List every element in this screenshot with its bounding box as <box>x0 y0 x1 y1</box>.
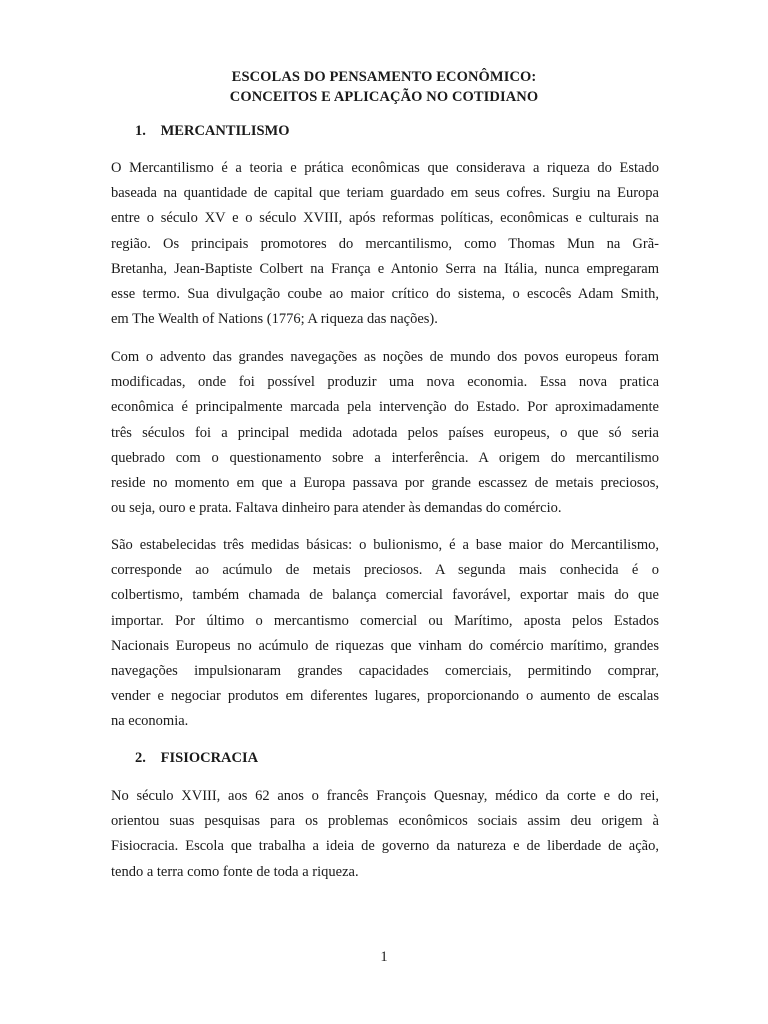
paragraph-mercantilismo-medidas <box>111 533 659 735</box>
section-number: 1. <box>135 123 146 139</box>
paragraph-line: Bretanha, Jean-Baptiste Colbert na França e Antonio Serra na Itália, nunca empregaram <box>111 260 659 277</box>
section-heading-fisiocracia <box>135 748 258 768</box>
paragraph-line: econômica é principalmente marcada pela intervenção do Estado. Por aproximadamente <box>111 399 659 416</box>
document-title <box>0 67 768 107</box>
section-title: MERCANTILISMO <box>160 123 290 139</box>
paragraph-line: entre o século XV e o século XVIII, após reformas políticas, econômicas e culturais na <box>111 210 659 227</box>
section-title: FISIOCRACIA <box>160 750 259 766</box>
paragraph-line: orientou suas pesquisas para os problemas econômicos sociais assim deu origem à <box>111 813 659 830</box>
paragraph-line: O Mercantilismo é a teoria e prática econômicas que considerava a riqueza do Estado <box>111 160 659 176</box>
paragraph-line: vender e negociar produtos em diferentes lugares, proporcionando o aumento de escalas <box>111 688 659 705</box>
paragraph-line: Nacionais Europeus no acúmulo de riquezas que vinham do comércio marítimo, grandes <box>111 637 659 654</box>
paragraph-line: quebrado com o questionamento sobre a interferência. A origem do mercantilismo <box>111 449 659 466</box>
paragraph-line: na economia. <box>111 713 189 730</box>
paragraph-line: em The Wealth of Nations (1776; A riqueza das nações). <box>111 311 438 328</box>
section-number: 2. <box>135 750 146 766</box>
paragraph-line: três séculos foi a principal medida adotada pelos países europeus, o que só seria <box>111 424 659 441</box>
paragraph-line: colbertismo, também chamada de balança comercial favorável, exportar mais do que <box>111 587 659 604</box>
paragraph-line: região. Os principais promotores do mercantilismo, como Thomas Mun na Grã- <box>111 235 659 252</box>
paragraph-mercantilismo-definition <box>111 156 659 332</box>
paragraph-line: importar. Por último o mercantismo comercial ou Marítimo, aposta pelos Estados <box>111 612 659 629</box>
section-heading-mercantilismo <box>135 121 290 141</box>
paragraph-line: ou seja, ouro e prata. Faltava dinheiro para atender às demandas do comércio. <box>111 500 562 517</box>
paragraph-mercantilismo-navegacoes <box>111 345 659 521</box>
paragraph-line: Fisiocracia. Escola que trabalha a ideia de governo da natureza e de liberdade de ação, <box>111 838 659 855</box>
paragraph-line: baseada na quantidade de capital que teriam guardado em seus cofres. Surgiu na Europa <box>111 185 659 202</box>
paragraph-line: tendo a terra como fonte de toda a riqueza. <box>111 863 359 880</box>
title-line-1: ESCOLAS DO PENSAMENTO ECONÔMICO: <box>231 69 537 85</box>
paragraph-line: navegações impulsionaram grandes capacidades comerciais, permitindo comprar, <box>111 662 659 679</box>
page-number: 1 <box>380 949 388 965</box>
title-line-2: CONCEITOS E APLICAÇÃO NO COTIDIANO <box>229 89 539 105</box>
paragraph-line: São estabelecidas três medidas básicas: o bulionismo, é a base maior do Mercantilismo, <box>111 537 659 553</box>
paragraph-line: reside no momento em que a Europa passava por grande escassez de metais preciosos, <box>111 474 659 491</box>
paragraph-line: No século XVIII, aos 62 anos o francês François Quesnay, médico da corte e do rei, <box>111 788 659 804</box>
paragraph-line: esse termo. Sua divulgação coube ao maior crítico do sistema, o escocês Adam Smith, <box>111 285 659 302</box>
paragraph-line: corresponde ao acúmulo de metais preciosos. A segunda mais conhecida é o <box>111 562 659 579</box>
paragraph-line: modificadas, onde foi possível produzir uma nova economia. Essa nova pratica <box>111 374 659 391</box>
paragraph-fisiocracia-origem <box>111 784 659 885</box>
paragraph-line: Com o advento das grandes navegações as noções de mundo dos povos europeus foram <box>111 349 659 365</box>
